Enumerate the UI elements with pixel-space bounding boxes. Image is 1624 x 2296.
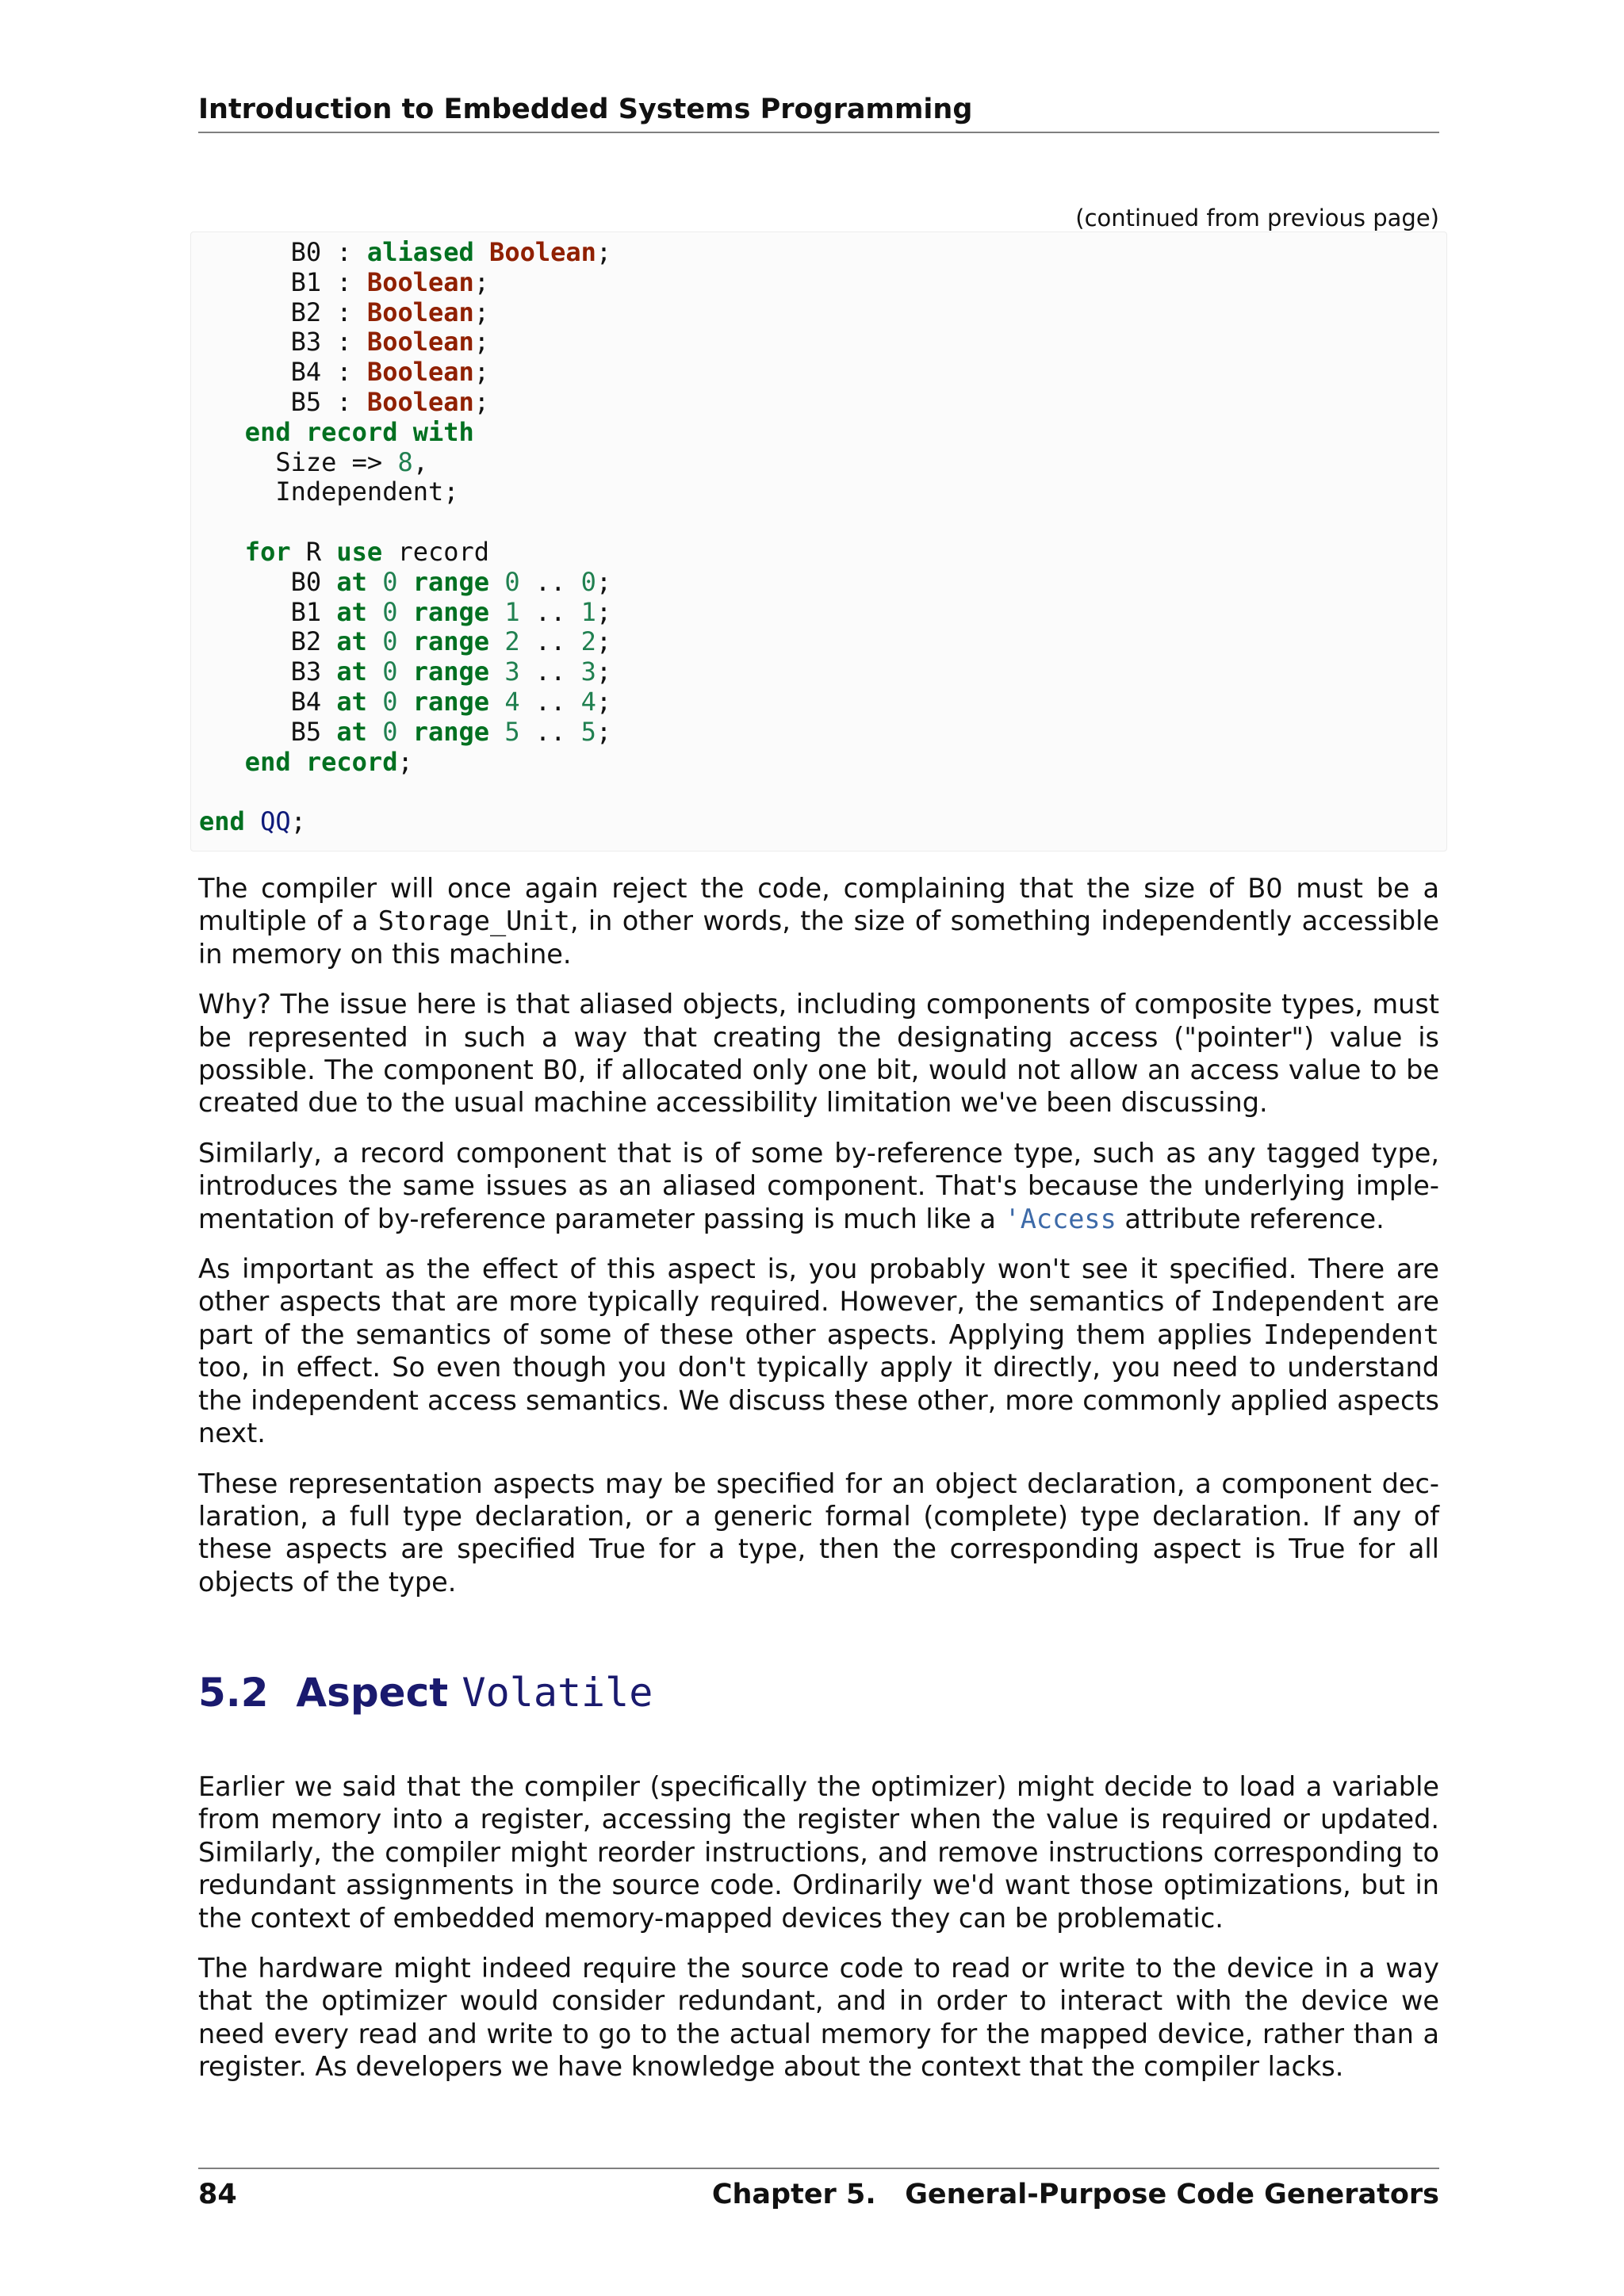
para4-text-b: are part of the semantics of some of these other aspects. Applying them applies xyxy=(198,1286,1440,1350)
code-token: ; xyxy=(596,237,612,267)
code-token: .. xyxy=(519,566,581,597)
code-token: end xyxy=(244,746,291,777)
code-token: 8 xyxy=(397,446,413,477)
code-token: record xyxy=(382,536,490,567)
running-footer xyxy=(198,2168,1439,2214)
section-heading xyxy=(198,1665,653,1720)
paragraph-by-reference xyxy=(198,1137,1439,1235)
code-token xyxy=(397,717,412,747)
code-line xyxy=(199,598,611,628)
header-title: Introduction to Embedded Systems Programming xyxy=(198,94,973,125)
section-word: Aspect xyxy=(296,1670,449,1716)
running-header xyxy=(198,89,1439,133)
access-attribute-link[interactable]: 'Access xyxy=(1004,1203,1116,1234)
code-token: for xyxy=(244,536,291,567)
section-number: 5.2 xyxy=(198,1670,269,1716)
code-token: ; xyxy=(397,746,413,777)
code-token xyxy=(397,597,412,627)
code-token: at xyxy=(336,716,367,747)
code-token: B3 xyxy=(199,656,337,687)
code-line xyxy=(199,418,611,448)
code-token xyxy=(199,747,245,777)
code-token xyxy=(397,656,412,687)
code-line xyxy=(199,718,611,748)
code-token: ; xyxy=(596,686,612,717)
code-line xyxy=(199,777,611,807)
code-line xyxy=(199,807,611,837)
code-token xyxy=(489,717,504,747)
code-token: ; xyxy=(473,297,490,327)
code-token: at xyxy=(336,566,367,597)
code-token xyxy=(199,417,245,447)
code-token: with xyxy=(412,416,474,447)
code-token: ; xyxy=(596,596,612,627)
code-token: B5 : xyxy=(199,386,367,417)
para1-text-b: , in other words, the size of something independently accessible in memory on this machine. xyxy=(198,905,1440,970)
code-token: 4 xyxy=(580,686,596,717)
page-number: 84 xyxy=(198,2179,237,2210)
code-line xyxy=(199,448,611,478)
code-token xyxy=(489,626,504,656)
code-token: 0 xyxy=(382,596,398,627)
code-token: .. xyxy=(519,626,581,657)
code-token: at xyxy=(336,656,367,687)
code-block xyxy=(190,232,1447,851)
code-token: Boolean xyxy=(366,297,474,327)
code-line xyxy=(199,507,611,538)
code-token xyxy=(291,747,306,777)
inline-code-independent-2: Independent xyxy=(1263,1318,1439,1350)
code-token: 3 xyxy=(580,656,596,687)
para3-text-b: attribute reference. xyxy=(1116,1203,1385,1234)
code-line xyxy=(199,687,611,718)
code-token xyxy=(367,656,382,687)
code-token xyxy=(474,237,489,267)
code-token: 1 xyxy=(504,596,520,627)
code-listing xyxy=(199,238,611,837)
continued-note: (continued from previous page) xyxy=(1075,205,1439,232)
code-token xyxy=(397,567,412,597)
code-token: .. xyxy=(519,656,581,687)
para4-text-c: too, in effect. So even though you don't typically apply it directly, you need to understand the independent access semantics. We discuss these other, more commonly applied aspects next. xyxy=(198,1352,1439,1449)
code-token xyxy=(489,567,504,597)
code-token: 0 xyxy=(382,566,398,597)
footer-chapter: Chapter 5. General-Purpose Code Generators xyxy=(711,2179,1439,2210)
code-line xyxy=(199,358,611,388)
code-token: range xyxy=(412,656,490,687)
code-token xyxy=(291,417,306,447)
section-code-volatile: Volatile xyxy=(462,1670,653,1716)
code-token xyxy=(367,567,382,597)
code-token: ; xyxy=(290,806,306,837)
code-token: ; xyxy=(473,327,490,358)
code-line xyxy=(199,388,611,418)
code-token: aliased xyxy=(366,237,474,267)
code-line xyxy=(199,268,611,298)
code-token xyxy=(245,806,260,836)
code-token: B0 : xyxy=(199,237,367,267)
code-token xyxy=(397,417,412,447)
code-token xyxy=(489,597,504,627)
code-token: end xyxy=(199,806,245,837)
code-token: 3 xyxy=(504,656,520,687)
code-token: B1 : xyxy=(199,266,367,297)
code-token: Boolean xyxy=(366,357,474,388)
code-token: Independent; xyxy=(199,476,459,507)
code-token: R xyxy=(290,536,337,567)
code-token: 0 xyxy=(382,686,398,717)
code-token: B5 xyxy=(199,716,337,747)
code-token: B0 xyxy=(199,566,337,597)
code-token xyxy=(367,626,382,656)
code-token: B4 xyxy=(199,686,337,717)
code-line xyxy=(199,298,611,328)
code-token: 0 xyxy=(504,566,520,597)
code-token: .. xyxy=(519,596,581,627)
code-token: ; xyxy=(473,266,490,297)
para4-text-a: As important as the effect of this aspect is, you probably won't see it specified. There are other aspects that are more typically required. However, the semantics of xyxy=(198,1253,1439,1318)
code-line xyxy=(199,238,611,268)
code-line xyxy=(199,568,611,598)
code-token: B2 xyxy=(199,626,337,657)
code-line xyxy=(199,477,611,507)
code-token: at xyxy=(336,626,367,657)
code-token: range xyxy=(412,566,490,597)
code-token: 5 xyxy=(504,716,520,747)
code-token: B2 : xyxy=(199,297,367,327)
code-token: Size => xyxy=(199,446,398,477)
code-token: record xyxy=(305,746,398,777)
code-line xyxy=(199,327,611,358)
code-token: range xyxy=(412,716,490,747)
code-token xyxy=(489,687,504,717)
code-token: 0 xyxy=(580,566,596,597)
inline-code-independent: Independent xyxy=(1210,1286,1387,1318)
code-token: range xyxy=(412,626,490,657)
para1-text-a: The compiler will once again reject the code, complaining that the size of B0 must be a multiple of a xyxy=(198,873,1439,937)
inline-code-storage-unit: Storage_Unit xyxy=(377,905,570,937)
body-text-upper xyxy=(198,872,1439,1616)
code-line xyxy=(199,538,611,568)
code-token: ; xyxy=(473,357,490,388)
code-token: Boolean xyxy=(366,266,474,297)
code-token: 0 xyxy=(382,626,398,657)
code-token xyxy=(367,687,382,717)
code-token: ; xyxy=(473,386,490,417)
code-token: at xyxy=(336,596,367,627)
code-token: .. xyxy=(519,716,581,747)
paragraph-compiler-reject xyxy=(198,872,1439,970)
code-token: QQ xyxy=(260,806,291,837)
code-token: ; xyxy=(596,626,612,657)
code-token: Boolean xyxy=(489,237,596,267)
code-token: 2 xyxy=(504,626,520,657)
code-token: 0 xyxy=(382,656,398,687)
code-token: at xyxy=(336,686,367,717)
code-token: Boolean xyxy=(366,327,474,358)
code-token: B4 : xyxy=(199,357,367,388)
code-token xyxy=(397,626,412,656)
code-token: , xyxy=(412,446,428,477)
code-token: ; xyxy=(596,656,612,687)
code-line xyxy=(199,748,611,778)
paragraph-representation-aspects: These representation aspects may be specified for an object declaration, a component declaration, a full type declaration, or a generic formal (complete) type declaration. If any of these aspects are specified True for a type, then the corresponding aspect is True for all objects of the type. xyxy=(198,1468,1439,1598)
code-token xyxy=(367,597,382,627)
paragraph-importance xyxy=(198,1253,1439,1449)
paragraph-hardware: The hardware might indeed require the source code to read or write to the device in a way that the optimizer would consider redundant, and in order to interact with the device we need every read and write to go to the actual memory for the mapped device, rather than a register. As developers we have knowledge about the context that the compiler lacks. xyxy=(198,1953,1439,2083)
code-line xyxy=(199,627,611,657)
code-token: B3 : xyxy=(199,327,367,358)
code-line xyxy=(199,657,611,687)
para3-text-a: Similarly, a record component that is of some by-reference type, such as any tagged type, introduces the same issues as an aliased component. That's because the underlying implementation of by-reference parameter passing is much like a xyxy=(198,1137,1439,1234)
code-token: range xyxy=(412,686,490,717)
code-token: record xyxy=(305,416,398,447)
code-token: 0 xyxy=(382,716,398,747)
code-token xyxy=(199,537,245,567)
code-token: ; xyxy=(596,566,612,597)
code-token: use xyxy=(336,536,383,567)
code-token: Boolean xyxy=(366,386,474,417)
code-token xyxy=(367,717,382,747)
paragraph-optimizer: Earlier we said that the compiler (specifically the optimizer) might decide to load a variable from memory into a register, accessing the register when the value is required or updated. Similarly, the compiler might reorder instructions, and remove instructions corresponding to redundant assignments in the source code. Ordinarily we'd want those optimizations, but in the context of embedded memory-mapped devices they can be problematic. xyxy=(198,1771,1439,1934)
code-token: end xyxy=(244,416,291,447)
body-text-lower xyxy=(198,1770,1439,2101)
code-token xyxy=(397,687,412,717)
code-token: range xyxy=(412,596,490,627)
code-token: ; xyxy=(596,716,612,747)
code-token: 1 xyxy=(580,596,596,627)
code-token: 5 xyxy=(580,716,596,747)
code-token: 2 xyxy=(580,626,596,657)
code-token xyxy=(489,656,504,687)
code-token: .. xyxy=(519,686,581,717)
code-token: 4 xyxy=(504,686,520,717)
code-token: B1 xyxy=(199,596,337,627)
paragraph-why: Why? The issue here is that aliased objects, including components of composite types, must be represented in such a way that creating the designating access ("pointer") value is possible. The component B0, if allocated only one bit, would not allow an access value to be created due to the usual machine accessibility limitation we've been discussing. xyxy=(198,989,1439,1119)
